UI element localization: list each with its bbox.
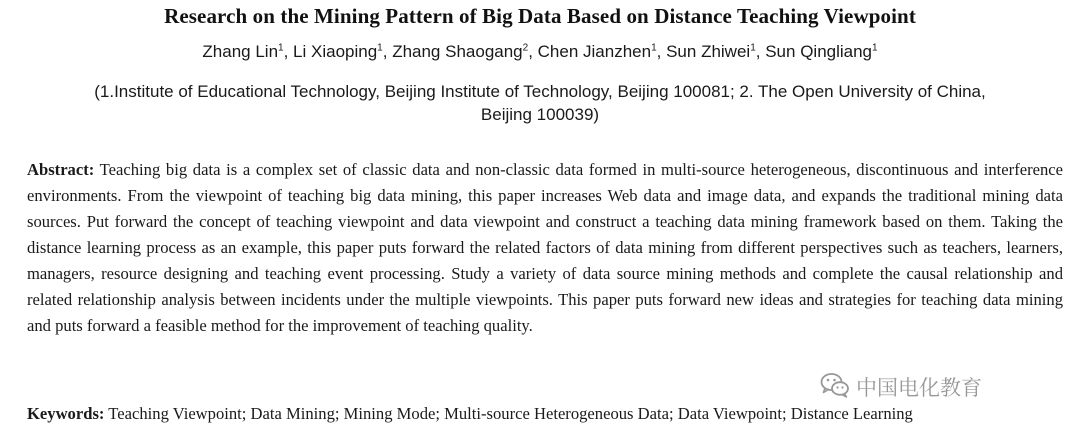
affiliation-line: (1.Institute of Educational Technology, Beijing Institute of Technology, Beijing 100081; 2. The Open University of China, (94, 82, 986, 101)
author-name: Zhang Shaogang (392, 42, 523, 61)
abstract (27, 157, 1063, 339)
author-name: Li Xiaoping (293, 42, 378, 61)
watermark (820, 372, 982, 402)
author-name: Chen Jianzhen (537, 42, 652, 61)
author-list: Zhang Lin$^1$, Li Xiaoping$^1$, Zhang Shaogang$^2$, Chen Jianzhen$^1$, Sun Zhiwei$^1$, Sun Qingliang$^1$ (202, 42, 878, 61)
affiliations (0, 80, 1080, 126)
author-affiliation-mark: 1 (377, 42, 383, 54)
abstract-text: Teaching big data is a complex set of classic data and non-classic data formed in multi-source heterogeneous, discontinuous and interference environments. From the viewpoint of teaching big data mining, this paper increases Web data and image data, and expands the traditional mining data sources. Put forward the concept of teaching viewpoint and data viewpoint and construct a teaching data mining framework based on them. Taking the distance learning process as an example, this paper puts forward the related factors of data mining from different perspectives such as teachers, learners, managers, resource designing and teaching event processing. Study a variety of data source mining methods and complete the causal relationship and related relationship analysis between incidents under the multiple viewpoints. This paper puts forward new ideas and strategies for teaching data mining and puts forward a feasible method for the improvement of teaching quality. (27, 160, 1063, 335)
keywords (27, 401, 1067, 427)
author-affiliation-mark: 1 (872, 42, 878, 54)
author-name: Sun Qingliang (765, 42, 873, 61)
author-affiliation-mark: 1 (651, 42, 657, 54)
author-affiliation-mark: 1 (750, 42, 756, 54)
abstract-label: Abstract: (27, 160, 95, 179)
wechat-icon (820, 372, 856, 403)
affiliation-line: Beijing 100039) (480, 105, 600, 124)
author-name: Zhang Lin (202, 42, 279, 61)
watermark-text: 中国电化教育 (856, 376, 982, 400)
author-name: Sun Zhiwei (666, 42, 751, 61)
keywords-label: Keywords: (27, 404, 105, 423)
keywords-text: Teaching Viewpoint; Data Mining; Mining Mode; Multi-source Heterogeneous Data; Data Viewpoint; Distance Learning (108, 404, 913, 423)
author-affiliation-mark: 1 (278, 42, 284, 54)
author-affiliation-mark: 2 (522, 42, 529, 54)
paper-title: Research on the Mining Pattern of Big Data Based on Distance Teaching Viewpoint (164, 4, 916, 28)
